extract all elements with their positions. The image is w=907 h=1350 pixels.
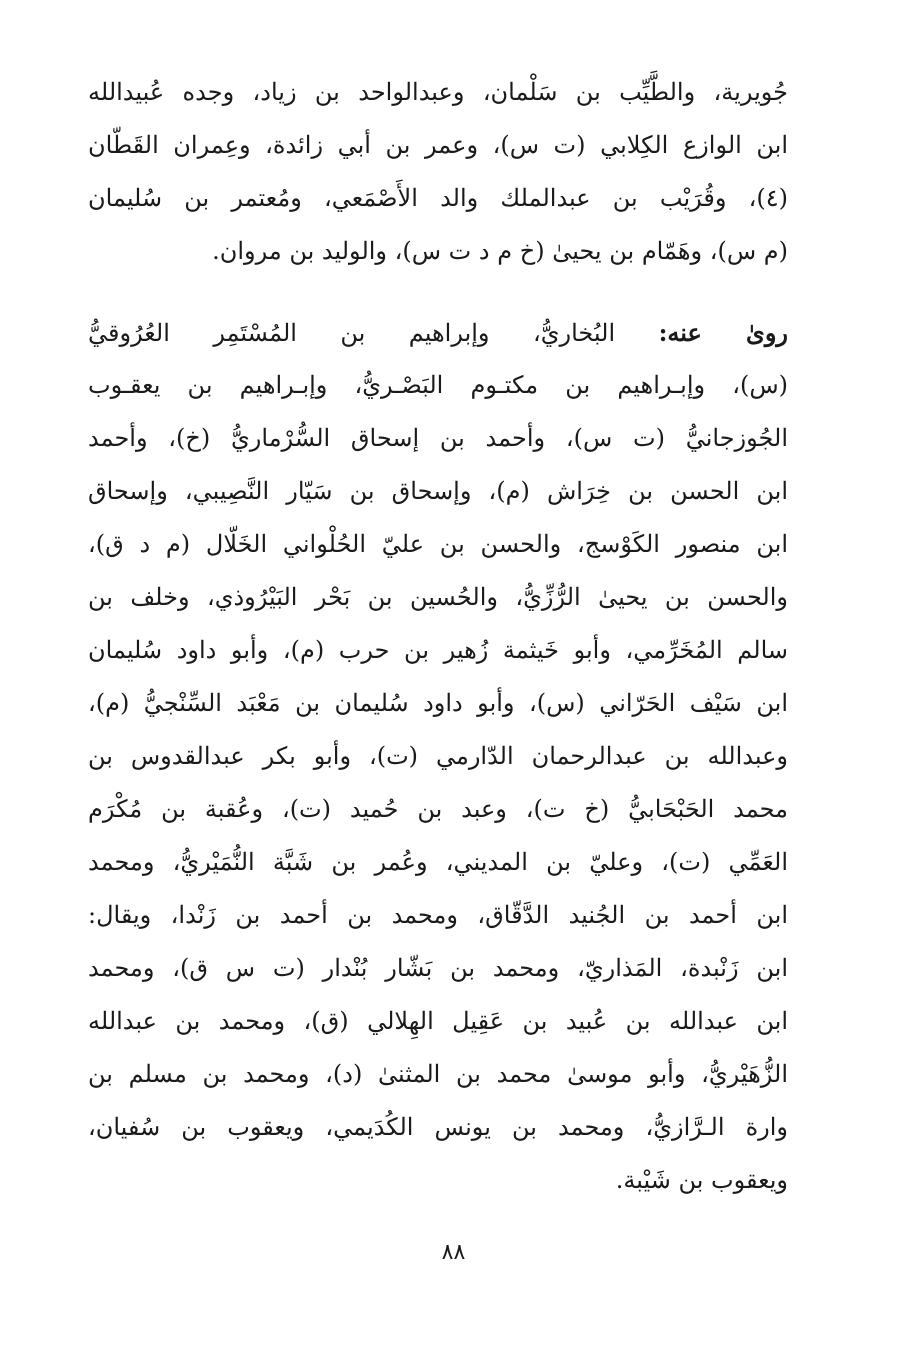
text-line: ابن منصور الكَوْسج، والحسن بن عليّ الحُلْواني الخَلّال (م د ق)، (88, 530, 788, 558)
text-line: ابن الوازع الكِلابي (ت س)، وعمر بن أبي زائدة، وعِمران القَطّان (88, 131, 788, 159)
text-line: (م س)، وهَمّام بن يحيىٰ (خ م د ت س)، والوليد بن مروان. (212, 237, 788, 265)
text-line: سالم المُخَرِّمي، وأبو خَيثمة زُهير بن حرب (م)، وأبو داود سُليمان (88, 636, 788, 664)
text-line: الزُّهَيْريُّ، وأبو موسىٰ محمد بن المثنىٰ (د)، ومحمد بن مسلم بن (88, 1060, 788, 1088)
text-line-first (88, 306, 788, 359)
paragraph-students (88, 306, 788, 1207)
text-line: الجُوزجانيُّ (ت س)، وأحمد بن إسحاق السُّرْماريُّ (خ)، وأحمد (88, 424, 788, 452)
text-line: (٤)، وقُرَيْب بن عبدالملك والد الأَصْمَعي، ومُعتمر بن سُليمان (88, 184, 788, 212)
text-line-first-rest: البُخاريُّ، وإبراهيم بن المُسْتَمِر العُرُوقيُّ (88, 319, 616, 347)
text-line: العَمِّي (ت)، وعليّ بن المديني، وعُمر بن شَبَّة النُّمَيْريُّ، ومحمد (88, 848, 788, 876)
text-line: ابن سَيْف الحَرّاني (س)، وأبو داود سُليمان بن مَعْبَد السِّنْجيُّ (م)، (88, 689, 788, 717)
text-line: ابن عبدالله بن عُبيد بن عَقِيل الهِلالي (ق)، ومحمد بن عبدالله (88, 1007, 788, 1035)
paragraph-spacer (88, 278, 788, 306)
paragraph-teachers (88, 66, 788, 278)
text-line: ابن أحمد بن الجُنيد الدَّقّاق، ومحمد بن أحمد بن زَنْدا، ويقال: (88, 901, 788, 929)
page-body (88, 66, 788, 1207)
text-line: محمد الحَبْحَابيُّ (خ ت)، وعبد بن حُميد (ت)، وعُقبة بن مُكْرَم (88, 795, 788, 823)
text-line: ابن الحسن بن خِرَاش (م)، وإسحاق بن سَيّار النَّصِيبي، وإسحاق (88, 477, 788, 505)
text-line: وعبدالله بن عبدالرحمان الدّارمي (ت)، وأبو بكر عبدالقدوس بن (88, 742, 788, 770)
text-line: ويعقوب بن شَيْبة. (615, 1166, 788, 1194)
page-number: ٨٨ (441, 1240, 466, 1265)
text-line: ابن زَنْبدة، المَذاريّ، ومحمد بن بَشّار بُنْدار (ت س ق)، ومحمد (88, 954, 788, 982)
text-line: جُويرية، والطَّيِّب بن سَلْمان، وعبدالواحد بن زياد، وجده عُبيدالله (88, 78, 788, 106)
text-line: وارة الـرَّازيُّ، ومحمد بن يونس الكُدَيمي، ويعقوب بن سُفيان، (88, 1113, 788, 1141)
text-line: (س)، وإبـراهيم بن مكتـوم البَصْـريُّ، وإبـراهيم بن يعقـوب (88, 371, 788, 399)
narrated-from-him-label: روىٰ عنه: (658, 318, 788, 347)
text-line: والحسن بن يحيىٰ الرُّزِّيُّ، والحُسين بن بَحْر البَيْرُوذي، وخلف بن (88, 583, 788, 611)
